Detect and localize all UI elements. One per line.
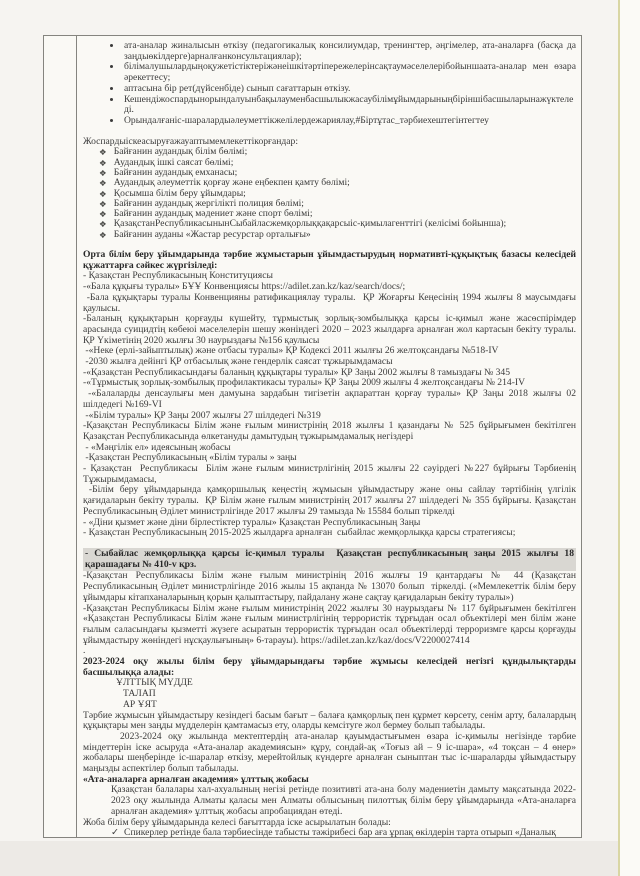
doc-line: -Баланың құқықтарын қорғауды күшейту, тұрмыстық зорлық-зомбылыққа қарсы іс-қимыл және жасөспірімдер арасында суицидтің көбеюі мәселелерін шешу жөніндегі 2020 – 2023 жылдарға арналған жол картасын бекіту туралы. ҚР Үкіметінің 2020 жылғы 30 наурыздағы №156 қаулысы: [83, 313, 581, 346]
academy-project-paragraph: Қазақстан балалары хал-ахуалының негізі ретінде позитивті ата-ана болу мәдениетін дамыту мақсатында 2022-2023 оқу жылында Алматы қаласы мен Алматы облысының пилоттық білім беру ұйымдарында «Ата-аналарға арналған академия» ұлттық жобасы апробациядан өтеді.: [111, 784, 576, 817]
page-bottom-shade: [0, 841, 618, 876]
org-label: ҚазақстанРеспубликасынынСыбайласжемқорлыққақарсыіс-қимылагенттігі (келісімі бойынша);: [113, 218, 507, 230]
core-value-line: АР ҰЯТ: [123, 698, 157, 710]
org-label: Қосымша білім беру ұйымдары;: [113, 187, 246, 199]
check-icon: ✓: [111, 827, 120, 838]
responsible-orgs-list: [83, 147, 576, 240]
doc-line: -Қазақстан Республикасы Білім және ғылым министрінің 2016 жылғы 19 қантардағы № 44 (Қазақстан Республикасының Әділет министрлігінде 2016 жылы 15 ақпанда № 13070 болып тіркелді. («Мемлекеттік білім беру ұйымдары кітапханаларының қорын қалыптастыру, пайдалану және сақтау қағидаларын бекіту туралы»): [83, 570, 579, 603]
diamond-bullet-icon: ❖: [99, 188, 107, 199]
doc-line: - Қазақстан Республикасы Білім және ғылым министрлігінің 2015 жылғы 22 сәуірдегі №227 бұйрығы Тәрбиенің Тұжырымдамасы,: [83, 463, 579, 485]
doc-line: -Бала құқықтары туралы Конвенцияны ратификациялау туралы. ҚР Жоғарғы Кеңесінің 1994 жылғы 8 маусымдағы қаулысы.: [83, 291, 579, 314]
doc-line: - «Діни қызмет және діни бірлестіктер туралы» Қазақстан Республикасының Заңы: [83, 516, 421, 528]
bullet-item: • Орындалғаніс-шаралардыәлеуметтікжелілердежариялау,#Біртұтас_тәрбиехештегінтегтеу: [122, 116, 576, 127]
bullet-item: • ата-аналар жиналысын өткізу (педагогикалық консилиумдар, тренингтер, әңгімелер, ата-аналарға (басқа да заңдыөкілдерге)арналғанконсультациялар);: [122, 41, 576, 62]
table-content-cell: [77, 36, 581, 837]
normative-base-heading: Орта білім беру ұйымдарында тәрбие жұмыстарын ұйымдастырудың нормативті-құқықтық базасы келесідей құжаттарға сәйкес жүргізіледі:: [83, 249, 576, 271]
academy-project-heading: «Ата-аналарға арналған академия» ұлттық жобасы: [83, 773, 309, 785]
doc-line: -Білім беру ұйымдарында қамқоршылық кеңестің жұмысын ұйымдастыру және оны сайлау тәртібінің үлгілік қағидаларын бекіту туралы. ҚР Білім және ғылым министрінің 2017 жылғы 27 шілдедегі № 355 бұйрығы. Қазақстан Республикасының Әділет министрлігінде 2017 жылғы 29 тамызда № 15584 болып тіркелді: [83, 484, 579, 517]
doc-line: -Қазақстан Республикасы Білім және ғылым министрінің 2022 жылғы 30 наурыздағы № 117 бұйрығымен бекітілген «Қазақстан Республикасы Білім және ғылым министрлігінің террористік тұрғыдан осал объектілері мен білім және ғылым саласындағы қызметті жүзеге асыратын террористік тұрғыдан осал объектілерді терроризмге қарсы қорғауды ұйымдастыру жөніндегі нұсқаулығының» 6-тарауы). https://adilet.zan.kz/kaz/docs/V2200027414: [83, 602, 579, 646]
doc-line: -«Бала құқығы туралы» БҰҰ Конвенциясы https://adilet.zan.kz/kaz/search/docs/;: [83, 281, 406, 293]
doc-line: -«Тұрмыстық зорлық-зомбылық профилактикасы туралы» ҚР Заңы 2009 жылғы 4 желтоқсандағы № 214-IV: [83, 377, 526, 389]
org-label: Байғанин ауданы «Жастар ресурстар орталығы»: [113, 228, 311, 240]
doc-line: - «Мәңгілік ел» идеясының жобасы: [83, 441, 231, 453]
diamond-bullet-icon: ❖: [99, 167, 107, 178]
values-heading: 2023-2024 оқу жылы білім беру ұйымдарындағы тәрбие жұмысы келесідей негізгі құндылықтарды басшылыққа алады:: [83, 656, 581, 678]
doc-line: .: [83, 645, 86, 657]
diamond-bullet-icon: ❖: [99, 219, 107, 230]
doc-line: - Қазақстан Республикасының 2015-2025 жылдарға арналған сыбайлас жемқорлыққа қарсы стратегиясы;: [83, 527, 516, 539]
activity-bullet-list: [83, 41, 576, 127]
responsible-bodies-heading: Жоспардыіскеасыруғажауаптымемлекеттікорғандар:: [83, 135, 298, 147]
org-label: Байғанин аудандық мәдениет және спорт бөлімі;: [113, 208, 313, 220]
diamond-bullet-icon: ❖: [99, 209, 107, 220]
diamond-bullet-icon: ❖: [99, 157, 107, 168]
priority-paragraph: Тәрбие жұмысын ұйымдастыру кезіндегі басым бағыт – балаға қамқорлық пен құрмет көрсету, сенім арту, балалардың құқықтары мен заңды мүдделерін қамтамасыз ету, оларды кемсітуге жол бермеу болып табылады.: [83, 709, 576, 732]
diamond-bullet-icon: ❖: [99, 147, 107, 158]
doc-line: -«Білім туралы» ҚР Заңы 2007 жылғы 27 шілдедегі №319: [83, 409, 321, 421]
doc-line: - Қазақстан Республикасының Конституциясы: [83, 270, 273, 282]
bullet-item: • Кешендіжоспардынорындалуынбақылауменбасшылыкжасаубілімұйымдарыныңбіріншібасшыларынажүктеледі.: [122, 95, 576, 116]
org-label: Байғанин аудандық білім бөлімі;: [113, 146, 248, 158]
diamond-bullet-icon: ❖: [99, 178, 107, 189]
bullet-item: • аптасына бір рет(дүйсенбіде) сынып сағаттарын өткізу.: [122, 84, 576, 95]
speaker-direction-row: [111, 828, 576, 838]
plan-table: [43, 35, 582, 838]
org-label: Аудандық әлеуметтік қорғау және еңбекпен қамту бөлімі;: [113, 177, 350, 189]
doc-line: -Қазақстан Республикасы Білім және ғылым министрінің 2018 жылғы 1 қазандағы № 525 бұйрығымен бекітілген Қазақстан Республикасында өлкетануды дамытудың тұжырымдамалық негіздері: [83, 420, 579, 442]
doc-line: -Қазақстан Республикасының «Білім туралы » заңы: [83, 452, 297, 464]
anticorruption-law-highlight: - Сыбайлас жемқорлыққа қарсы іс-қимыл туралы Қазақстан республикасының заңы 2015 жылғы 18 қарашадағы № 410-v қрз.: [85, 547, 577, 570]
doc-line: -«Қазақстан Республикасындағы баланың құқықтары туралы» ҚР Заңы 2002 жылғы 8 тамыздағы № 345: [83, 366, 510, 378]
list-item: [99, 178, 576, 188]
diamond-bullet-icon: ❖: [99, 229, 107, 240]
core-value-line: ТАЛАП: [123, 688, 156, 700]
diamond-bullet-icon: ❖: [99, 198, 107, 209]
doc-line: -«Неке (ерлі-зайыптылық) және отбасы туралы» ҚР Кодексі 2011 жылғы 26 желтоқсандағы №518-IV: [83, 345, 499, 357]
org-label: Байғанин аудандық жергілікті полиция бөлімі;: [113, 197, 304, 209]
org-label: Аудандық ішкі саясат бөлімі;: [113, 156, 234, 168]
core-value-line: ҰЛТТЫҚ МҮДДЕ: [116, 677, 193, 689]
speaker-direction-text: Спикерлер ретінде бала тәрбиесінде табысты тәжірибесі бар аға ұрпақ өкілдерін тарта отырып «Даналық: [124, 827, 556, 838]
additional-docs-list: [83, 570, 579, 657]
org-label: Байғанин аудандық емханасы;: [113, 166, 238, 178]
table-row-label-column: [44, 36, 77, 837]
academy-intro-paragraph: 2023-2024 оқу жылында мектептердің ата-аналар қауымдастығымен өзара іс-қимылы негізінде тәрбие міндеттерін іске асыруда «Ата-аналар академиясын» құру, сондай-ақ «Тоғыз ай – 9 іс-шара», «4 тоқсан – 4 өнер» жобалары шеңберінде іс-шаралар өткізу, мерейтойлық күндерге арналған сыныптан тыс іс-шараларды ұйымдастыру маңызды аспектілер болып табылады.: [83, 730, 576, 775]
normative-docs-list: [83, 270, 581, 539]
bullet-item: • білімалушылардыңоқужетістіктеріжәнеішкітәртіпережелерінсақтаумәселелерібойыншаата-аналар мен өзара әрекеттесу;: [122, 62, 576, 83]
doc-line: -2030 жылға дейінгі ҚР отбасылық және гендерлік саясат тұжырымдамасы: [83, 356, 393, 368]
list-item: [99, 230, 576, 240]
page-edge-strip: [618, 0, 640, 876]
doc-line: -«Балаларды денсаулығы мен дамуына зардабын тигізетін ақпараттан қорғау туралы» ҚР Заңы 2018 жылғы 02 шілдедегі №169-VI: [83, 388, 579, 410]
implementation-directions-line: Жоба білім беру ұйымдарында келесі бағыттарда іске асырылатын болады:: [83, 816, 391, 828]
